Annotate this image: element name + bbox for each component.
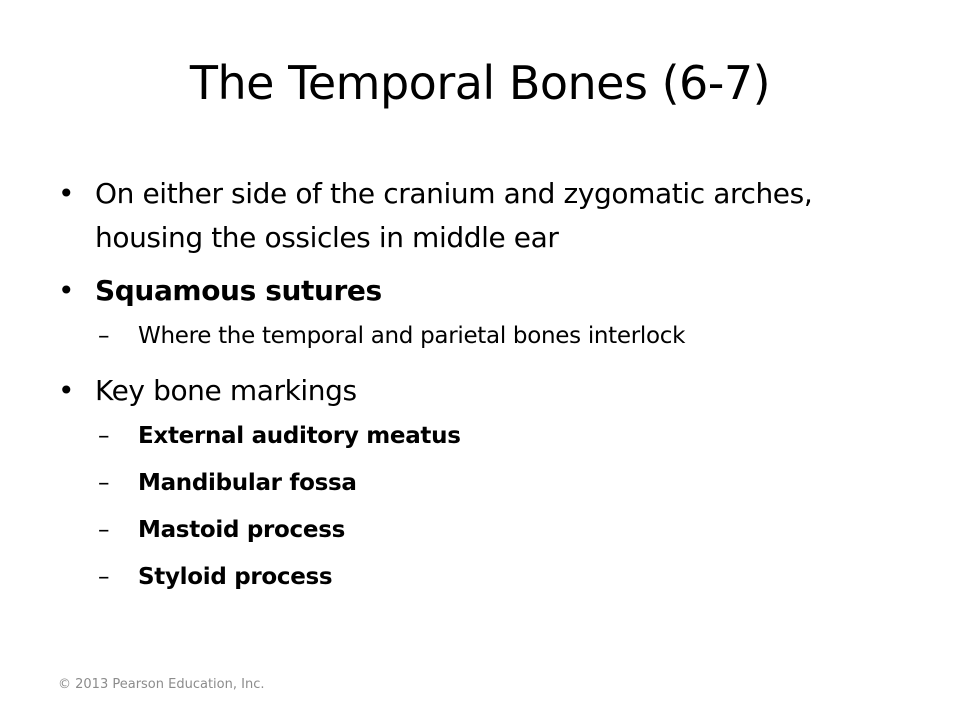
bullet-text: Key bone markings [95, 374, 357, 407]
slide-title: The Temporal Bones (6-7) [189, 56, 771, 110]
slide-content [58, 172, 908, 601]
dash-icon: – [98, 323, 110, 349]
bullet-text: Squamous sutures [95, 274, 382, 307]
sub-bullet-list [58, 413, 908, 601]
dash-icon: – [98, 423, 110, 449]
dash-icon: – [98, 470, 110, 496]
bullet-text: On either side of the cranium and zygomatic arches, housing the ossicles in middle ear [95, 177, 813, 254]
bullet-icon: • [58, 274, 75, 307]
sub-bullet-list [58, 313, 908, 360]
bullet-item [58, 269, 908, 313]
dash-icon: – [98, 517, 110, 543]
sub-bullet-text: Where the temporal and parietal bones interlock [138, 323, 686, 349]
sub-bullet-text: Mastoid process [138, 517, 345, 543]
bullet-item [58, 369, 908, 413]
sub-bullet-text: Styloid process [138, 564, 333, 590]
bullet-item [58, 172, 908, 260]
sub-bullet-text: External auditory meatus [138, 423, 461, 449]
bullet-icon: • [58, 177, 75, 210]
sub-bullet-item [58, 554, 908, 601]
sub-bullet-item [58, 460, 908, 507]
copyright-footer: © 2013 Pearson Education, Inc. [58, 677, 265, 692]
dash-icon: – [98, 564, 110, 590]
sub-bullet-item [58, 507, 908, 554]
sub-bullet-text: Mandibular fossa [138, 470, 357, 496]
bullet-icon: • [58, 374, 75, 407]
sub-bullet-item [58, 313, 908, 360]
sub-bullet-item [58, 413, 908, 460]
